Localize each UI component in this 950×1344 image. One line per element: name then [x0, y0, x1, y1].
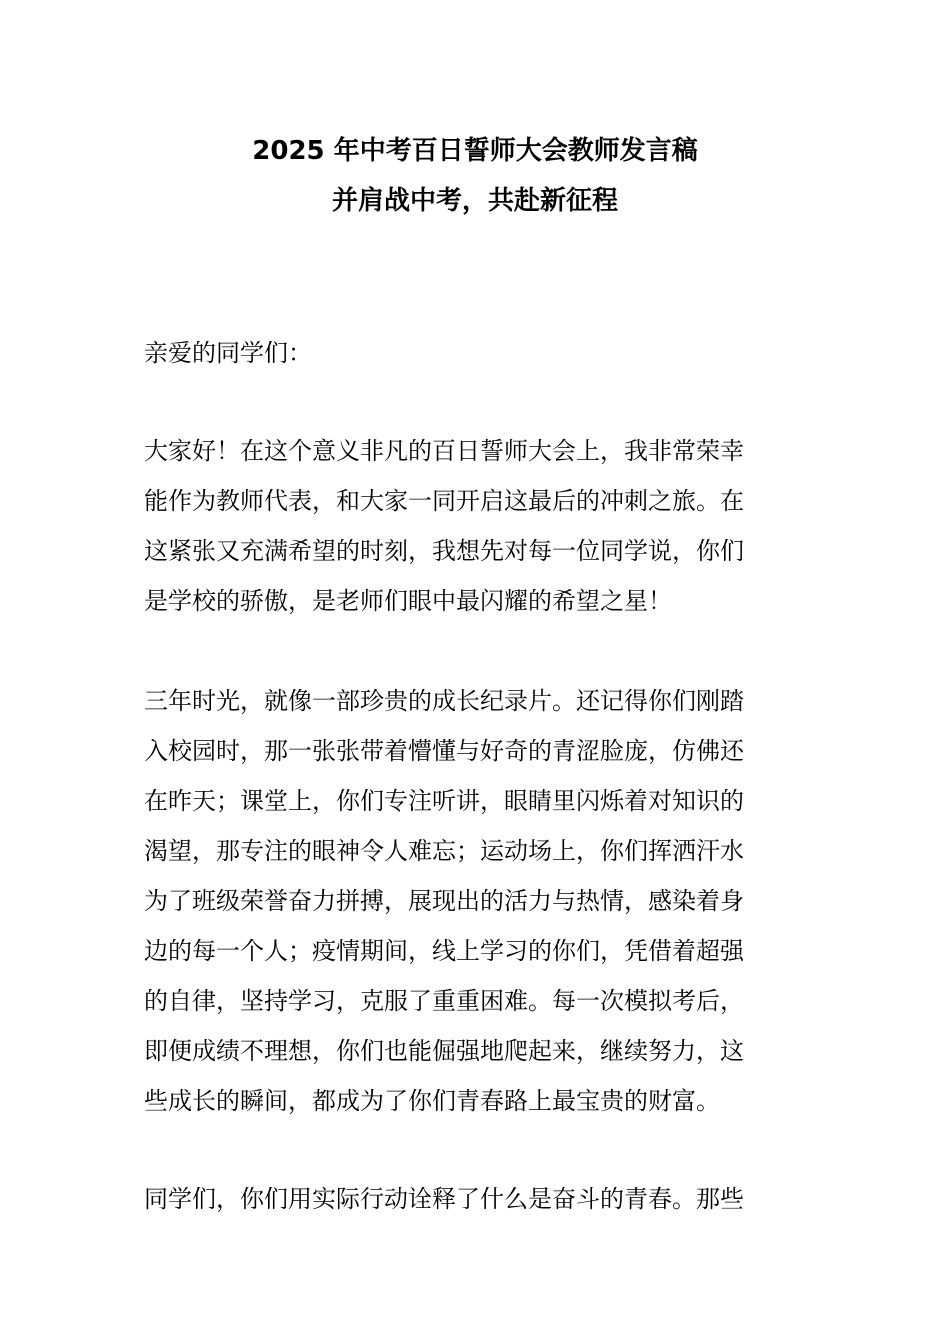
paragraph-line: 边的每一个人；疫情期间，线上学习的你们，凭借着超强 [144, 937, 744, 965]
document-subtitle: 并肩战中考，共赴新征程 [331, 186, 618, 216]
paragraph-2 [144, 676, 812, 1126]
paragraph-line: 是学校的骄傲，是老师们眼中最闪耀的希望之星！ [144, 587, 672, 615]
paragraph-line: 渴望，那专注的眼神令人难忘；运动场上，你们挥洒汗水 [144, 837, 744, 865]
paragraph-line: 三年时光，就像一部珍贵的成长纪录片。还记得你们刚踏 [144, 687, 744, 715]
paragraph-line: 些成长的瞬间，都成为了你们青春路上最宝贵的财富。 [144, 1087, 720, 1115]
paragraph-line: 的自律，坚持学习，克服了重重困难。每一次模拟考后， [144, 987, 744, 1015]
paragraph-line: 同学们，你们用实际行动诠释了什么是奋斗的青春。那些 [144, 1185, 744, 1213]
greeting [144, 328, 812, 378]
greeting-line: 亲爱的同学们： [144, 339, 312, 367]
paragraph-line: 即便成绩不理想，你们也能倔强地爬起来，继续努力，这 [144, 1037, 744, 1065]
paragraph-line: 入校园时，那一张张带着懵懂与好奇的青涩脸庞，仿佛还 [144, 737, 744, 765]
paragraph-line: 能作为教师代表，和大家一同开启这最后的冲刺之旅。在 [144, 487, 744, 515]
paragraph-line: 在昨天；课堂上，你们专注听讲，眼睛里闪烁着对知识的 [144, 787, 744, 815]
paragraph-line: 为了班级荣誉奋力拼搏，展现出的活力与热情，感染着身 [144, 887, 744, 915]
paragraph-3 [144, 1174, 812, 1224]
paragraph-line: 这紧张又充满希望的时刻，我想先对每一位同学说，你们 [144, 537, 744, 565]
document-title: 2025 年中考百日誓师大会教师发言稿 [252, 136, 698, 166]
paragraph-1 [144, 426, 812, 626]
paragraph-line: 大家好！在这个意义非凡的百日誓师大会上，我非常荣幸 [144, 437, 744, 465]
